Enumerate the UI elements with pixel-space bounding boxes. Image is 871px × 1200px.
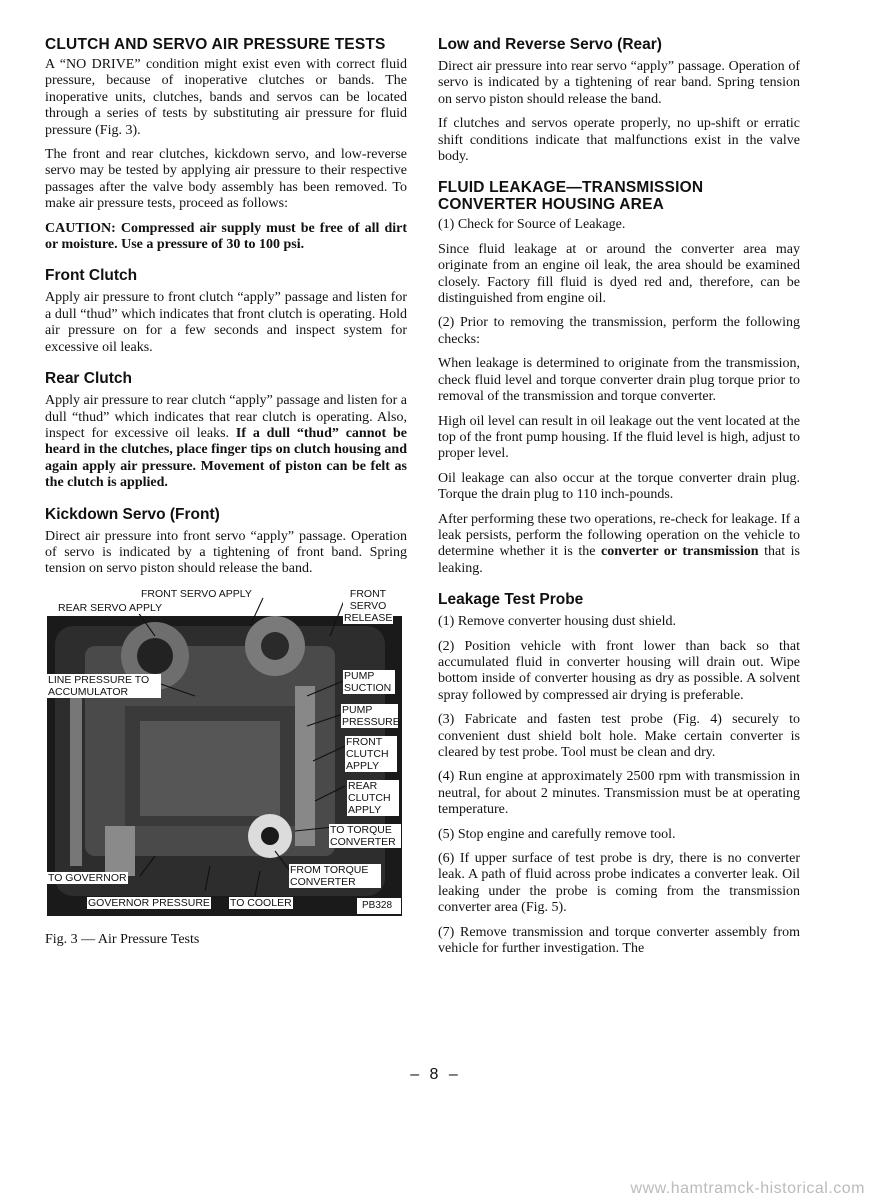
leakage-probe-heading: Leakage Test Probe xyxy=(438,591,584,609)
probe-step-1: (1) Remove converter housing dust shield. xyxy=(438,614,676,630)
fluid-leakage-paragraph-1: Since fluid leakage at or around the converter area may originate from an engine oil leak, the area should be examined closely. Factory fill fluid is dyed red and, therefore, can be distinguished from engine oil. xyxy=(438,241,800,307)
rear-clutch-heading: Rear Clutch xyxy=(45,370,132,388)
low-reverse-paragraph-2: If clutches and servos operate properly, no up-shift or erratic shift conditions indicate that malfunctions exist in the valve body. xyxy=(438,116,800,165)
fluid-leakage-p5-text: After performing these two operations, re-check for leakage. If a leak persists, perform the following operation on the vehicle to determine whether it is the xyxy=(438,511,800,560)
clutch-servo-heading: CLUTCH AND SERVO AIR PRESSURE TESTS xyxy=(45,36,386,53)
probe-step-4: (4) Run engine at approximately 2500 rpm with transmission in neutral, for about 2 minutes. Transmission must be at operating temperature. xyxy=(438,769,800,818)
fluid-leakage-paragraph-3: High oil level can result in oil leakage out the vent located at the top of the front pump housing. If the fluid level is high, adjust to proper level. xyxy=(438,413,800,462)
front-clutch-paragraph: Apply air pressure to front clutch “apply” passage and listen for a dull “thud” which indicates that front clutch is operating. Hold air pressure on for a few seconds and inspect system for excessive oil leaks. xyxy=(45,290,407,355)
label-front-servo-release: FRONT SERVO RELEASE xyxy=(344,587,393,624)
fluid-leakage-paragraph-5 xyxy=(438,512,800,578)
probe-step-6: (6) If upper surface of test probe is dry, there is no converter leak. A path of fluid across probe indicates a converter leak. Oil leaking under the probe is coming from the transmission converter area (Fig. 5). xyxy=(438,851,800,916)
rear-clutch-bold-text: If a dull “thud” cannot be heard in the clutches, place finger tips on clutch housing and again apply air pressure. Movement of piston can be felt as the clutch is applied. xyxy=(45,425,408,491)
label-to-governor: TO GOVERNOR xyxy=(48,871,127,884)
probe-step-5: (5) Stop engine and carefully remove tool. xyxy=(438,826,676,842)
watermark: www.hamtramck-historical.com xyxy=(630,1180,865,1197)
page-number: – 8 – xyxy=(410,1066,461,1083)
label-front-servo-apply: FRONT SERVO APPLY xyxy=(141,587,252,600)
label-rear-clutch-apply: REAR CLUTCH APPLY xyxy=(347,780,399,816)
figure-code: PB328 xyxy=(362,899,393,911)
label-front-clutch-apply: FRONT CLUTCH APPLY xyxy=(345,736,397,772)
kickdown-servo-heading: Kickdown Servo (Front) xyxy=(45,505,220,523)
label-from-torque-converter: FROM TORQUE CONVERTER xyxy=(289,864,381,888)
fluid-leakage-heading: FLUID LEAKAGE—TRANSMISSION CONVERTER HOUSING AREA xyxy=(438,179,704,214)
probe-step-3: (3) Fabricate and fasten test probe (Fig. 4) securely to convenient dust shield bolt hole. Make certain converter is cleared by test probe. Tool must be clean and dry. xyxy=(438,712,800,760)
fluid-leakage-step-1: (1) Check for Source of Leakage. xyxy=(438,217,626,233)
label-line-pressure: LINE PRESSURE TO ACCUMULATOR xyxy=(47,674,161,698)
fluid-leakage-p5-end: that is leaking. xyxy=(438,544,800,576)
rear-clutch-text: Apply air pressure to rear clutch “apply” passage and listen for a dull “thud” which indicates that rear clutch is operating. Also, inspect for excessive oil leaks. xyxy=(45,393,407,441)
label-governor-pressure: GOVERNOR PRESSURE xyxy=(88,896,210,909)
low-reverse-paragraph-1: Direct air pressure into rear servo “apply” passage. Operation of servo is indicated by a tightening of rear band. Spring tension on servo piston should release the band. xyxy=(438,59,800,107)
label-pump-suction: PUMP SUCTION xyxy=(343,670,395,694)
label-pump-pressure: PUMP PRESSURE xyxy=(342,703,400,728)
kickdown-servo-paragraph: Direct air pressure into front servo “apply” passage. Operation of servo is indicated by a tightening of front band. Spring tension on servo piston should release the band. xyxy=(45,528,407,577)
probe-step-7: (7) Remove transmission and torque converter assembly from vehicle for further investigation. The xyxy=(438,924,800,957)
fluid-leakage-paragraph-4: Oil leakage can also occur at the torque converter drain plug. Torque the drain plug to 110 inch-pounds. xyxy=(438,470,800,503)
figure-caption: Fig. 3 — Air Pressure Tests xyxy=(45,931,200,947)
caution-note: CAUTION: Compressed air supply must be free of all dirt or moisture. Use a pressure of 30 to 100 psi. xyxy=(45,220,407,253)
front-clutch-heading: Front Clutch xyxy=(45,267,138,285)
label-rear-servo-apply: REAR SERVO APPLY xyxy=(58,601,163,614)
probe-step-2: (2) Position vehicle with front lower than back so that accumulated fluid in converter housing will drain out. Wipe bottom inside of converter housing as dry as possible. A solvent spray followed by compressed air drying is preferable. xyxy=(438,638,800,703)
fluid-leakage-paragraph-2: When leakage is determined to originate from the transmission, check fluid level and torque converter drain plug torque prior to removal of the transmission and torque converter. xyxy=(438,356,800,405)
air-pressure-figure xyxy=(45,586,407,926)
fluid-leakage-step-2: (2) Prior to removing the transmission, perform the following checks: xyxy=(438,315,800,347)
fluid-leakage-p5-bold: converter or transmission xyxy=(601,544,759,560)
left-column xyxy=(45,36,407,948)
rear-clutch-paragraph xyxy=(45,393,407,491)
clutch-servo-paragraph-2: The front and rear clutches, kickdown servo, and low-reverse servo may be tested by applying air pressure to their respective passages after the valve body assembly has been removed. To make air pressure tests, proceed as follows: xyxy=(45,147,407,212)
right-column xyxy=(438,36,800,965)
clutch-servo-paragraph-1: A “NO DRIVE” condition might exist even with correct fluid pressure, because of inoperative clutches or bands. The inoperative units, clutches, bands and servos can be located through a series of tests by substituting air pressure for fluid pressure (Fig. 3). xyxy=(45,57,407,138)
label-to-cooler: TO COOLER xyxy=(230,896,292,909)
label-to-torque-converter: TO TORQUE CONVERTER xyxy=(329,824,401,848)
low-reverse-heading: Low and Reverse Servo (Rear) xyxy=(438,36,662,53)
